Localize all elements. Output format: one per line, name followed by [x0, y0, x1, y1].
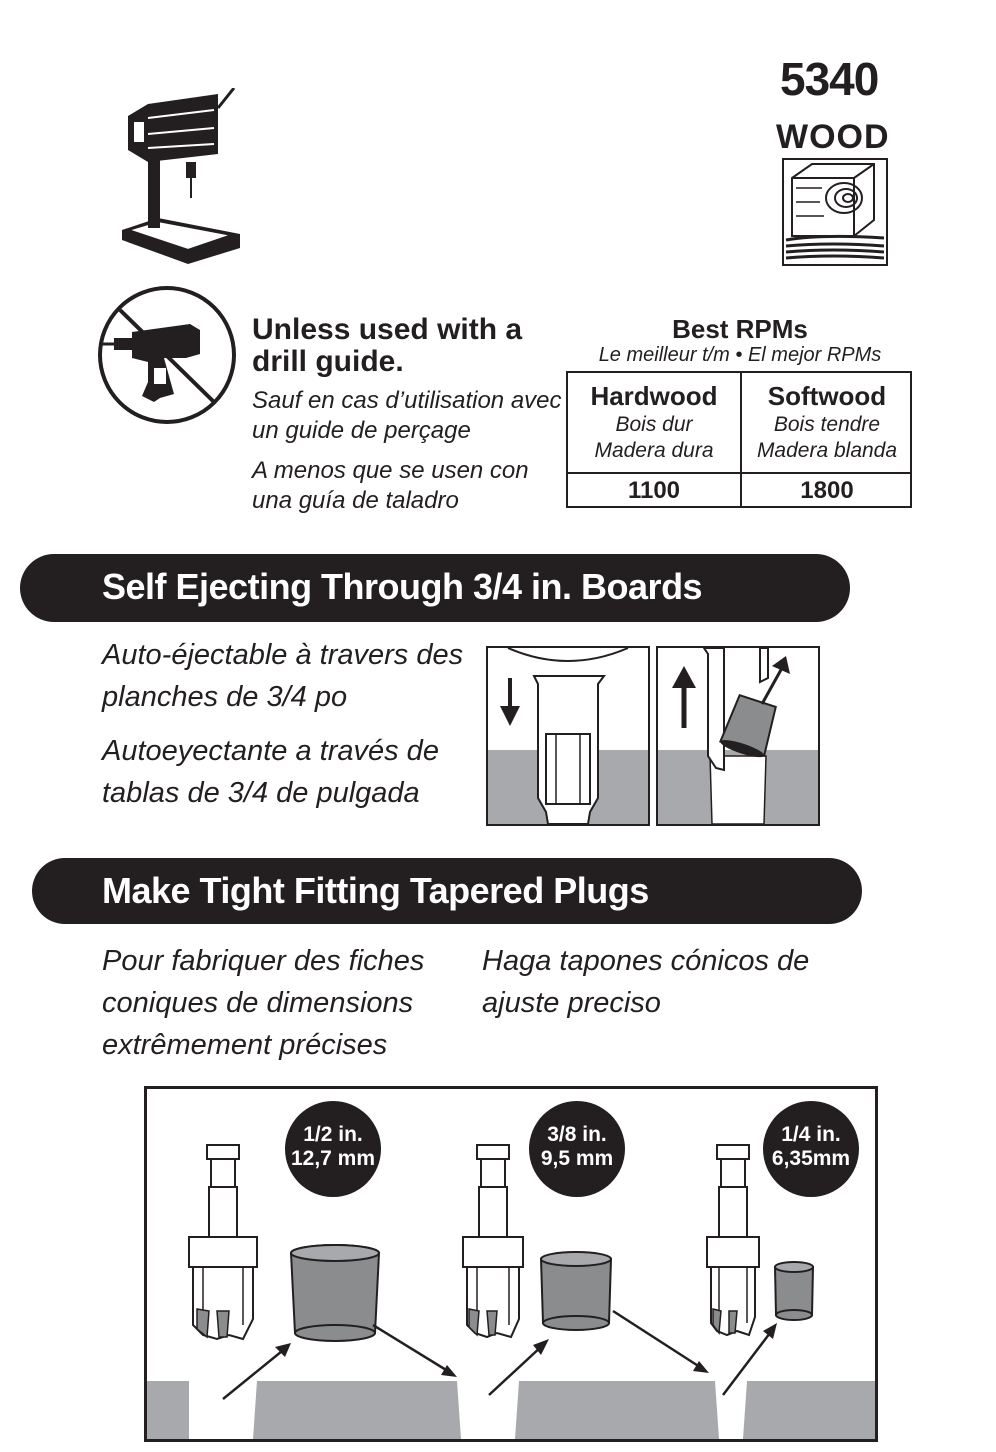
size-mm: 12,7 mm [290, 1147, 376, 1170]
warning-fr-2: un guide de perçage [252, 417, 471, 444]
rpm-column-name: Hardwood [590, 381, 718, 411]
wood-block-icon [782, 158, 888, 266]
section1-fr-1: Auto-éjectable à travers des [102, 639, 464, 671]
size-mm: 9,5 mm [540, 1147, 614, 1170]
rpm-column-softwood [740, 373, 912, 506]
rpm-column-fr: Bois dur [615, 413, 693, 436]
section1-es-1: Autoeyectante a través de [102, 735, 439, 767]
rpm-column-hardwood [568, 373, 740, 506]
plug-sizes-diagram [144, 1086, 878, 1442]
size-inch: 1/2 in. [303, 1123, 363, 1146]
section2-fr-3: extrêmement précises [102, 1029, 388, 1061]
warning-es-1: A menos que se usen con [252, 457, 529, 484]
rpm-heading: Best RPMs [672, 314, 808, 344]
plunge-diagram [486, 646, 650, 826]
warning-line-1: Unless used with a [252, 313, 523, 346]
size-badge [529, 1101, 625, 1197]
section2-es-2: ajuste preciso [482, 987, 661, 1019]
eject-diagram [656, 646, 820, 826]
size-badge [285, 1101, 381, 1197]
rpm-value: 1100 [627, 477, 681, 504]
warning-line-2: drill guide. [252, 345, 404, 378]
rpm-column-es: Madera dura [594, 439, 714, 462]
warning-fr-1: Sauf en cas d’utilisation avec [252, 387, 562, 414]
section2-title: Make Tight Fitting Tapered Plugs [102, 870, 649, 911]
rpm-column-es: Madera blanda [756, 439, 898, 462]
rpm-subheading: Le meilleur t/m • El mejor RPMs [598, 344, 882, 366]
size-badge [763, 1101, 859, 1197]
size-inch: 3/8 in. [547, 1123, 607, 1146]
section2-fr-1: Pour fabriquer des fiches [102, 945, 425, 977]
rpm-table [566, 371, 912, 508]
section2-es-1: Haga tapones cónicos de [482, 945, 810, 977]
section1-es-2: tablas de 3/4 de pulgada [102, 777, 420, 809]
product-code: 5340 [780, 53, 879, 105]
section1-title: Self Ejecting Through 3/4 in. Boards [102, 566, 703, 607]
no-handheld-drill-icon [96, 284, 238, 426]
section1-fr-2: planches de 3/4 po [102, 681, 348, 713]
section2-fr-2: coniques de dimensions [102, 987, 414, 1019]
section1-banner [20, 554, 850, 622]
material-label: WOOD [776, 118, 890, 156]
warning-es-2: una guía de taladro [252, 487, 459, 514]
size-mm: 6,35mm [771, 1147, 851, 1170]
rpm-value: 1800 [800, 477, 854, 504]
rpm-divider [568, 472, 910, 474]
size-inch: 1/4 in. [781, 1123, 841, 1146]
drill-press-icon [118, 88, 242, 264]
rpm-column-name: Softwood [767, 381, 887, 411]
section2-banner [32, 858, 862, 924]
rpm-column-fr: Bois tendre [773, 413, 881, 436]
